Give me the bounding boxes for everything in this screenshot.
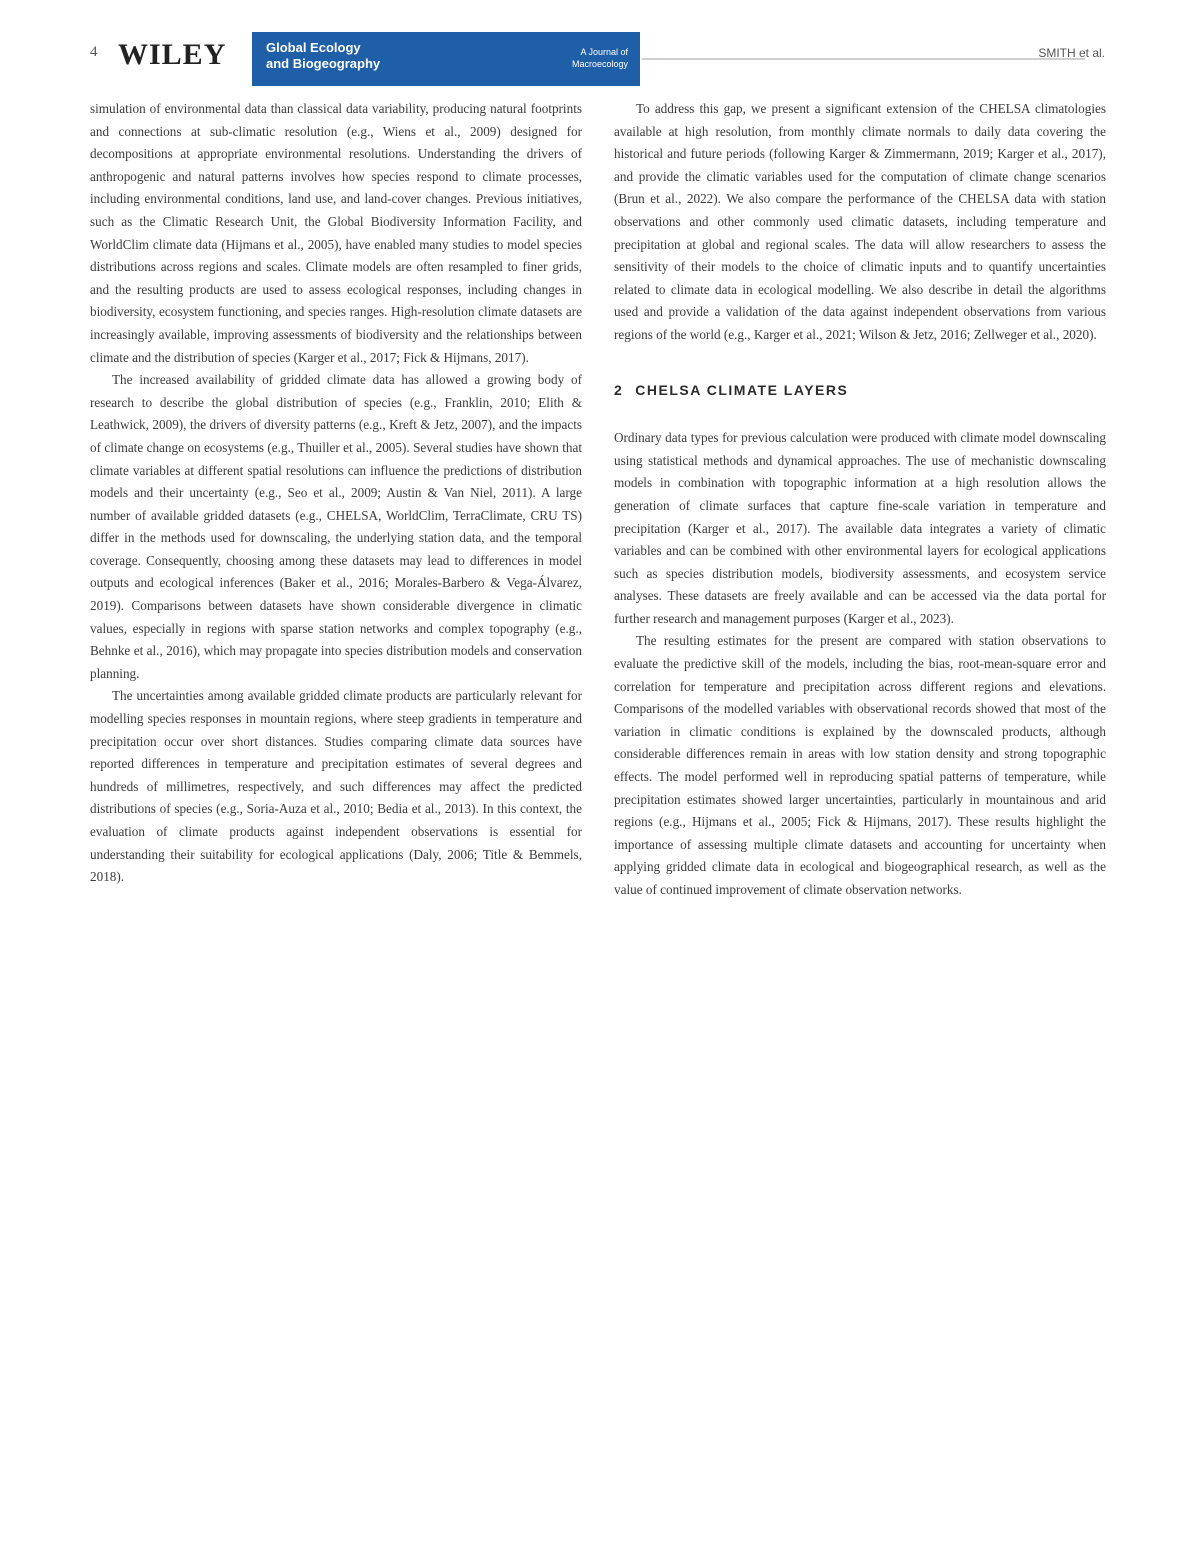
page-number: 4: [90, 44, 98, 60]
journal-title-line1: Global Ecology: [266, 40, 361, 55]
paragraph: The resulting estimates for the present are compared with station observations to evaluate the predictive skill of the models, including the bias, root-mean-square error and correlation for temperature and precipitation across different regions and elevations. Comparisons of the modelled variables with observational records showed that most of the variation in climatic conditions is explained by the downscaled products, although considerable differences remain in areas with low station density and strong topographic effects. The model performed well in reproducing spatial patterns of temperature, while precipitation estimates showed larger uncertainties, particularly in mountainous and arid regions (e.g., Hijmans et al., 2005; Fick & Hijmans, 2017). These results highlight the importance of assessing multiple climate datasets and accounting for uncertainty when applying gridded climate data in ecological and biogeographical research, as well as the value of continued improvement of climate observation networks.: [614, 633, 1106, 897]
left-column: [90, 98, 582, 889]
paragraph: simulation of environmental data than classical data variability, producing natural footprints and connections at sub-climatic resolution (e.g., Wiens et al., 2009) designed for decompositions at appropriate environmental resolutions. Understanding the drivers of anthropogenic and natural patterns involves how species respond to climate processes, including environmental conditions, land use, and land-cover changes. Previous initiatives, such as the Climatic Research Unit, the Global Biodiversity Information Facility, and WorldClim climate data (Hijmans et al., 2005), have enabled many studies to model species distributions across regions and scales. Climate models are often resampled to finer grids, and the resulting products are used to assess ecological responses, including changes in biodiversity, ecosystem functioning, and species ranges. High-resolution climate datasets are increasingly available, improving assessments of biodiversity and the relationships between climate and the distribution of species (Karger et al., 2017; Fick & Hijmans, 2017).: [90, 101, 582, 365]
section-number: 2: [614, 381, 624, 398]
paragraph: To address this gap, we present a significant extension of the CHELSA climatologies available at high resolution, from monthly climate normals to daily data covering the historical and future periods (following Karger & Zimmermann, 2019; Karger et al., 2017), and provide the climatic variables used for the computation of climate change scenarios (Brun et al., 2022). We also compare the performance of the CHELSA data with station observations and other commonly used climatic datasets, including temperature and precipitation at global and regional scales. The data will allow researchers to assess the sensitivity of their models to the choice of climatic inputs and to quantify uncertainties related to climate data in ecological modelling. We also describe in detail the algorithms used and provide a validation of the data against independent observations from various regions of the world (e.g., Karger et al., 2021; Wilson & Jetz, 2016; Zellweger et al., 2020).: [614, 101, 1106, 342]
section-title: CHELSA CLIMATE LAYERS: [635, 381, 849, 398]
journal-title-line2: and Biogeography: [266, 56, 381, 71]
journal-subtitle-line2: Macroecology: [571, 59, 628, 69]
header-rule: [642, 58, 1085, 60]
journal-title: [266, 40, 380, 72]
paragraph: Ordinary data types for previous calculation were produced with climate model downscaling using statistical methods and dynamical approaches. The use of mechanistic downscaling models in combination with topographic information at a high resolution allows the generation of climate surfaces that capture fine-scale variation in temperature and precipitation (Karger et al., 2017). The available data integrates a variety of climatic variables and can be combined with other environmental layers for ecological applications such as species distribution models, biodiversity assessments, and ecosystem service analyses. These datasets are freely available and can be accessed via the data portal for further research and management purposes (Karger et al., 2023).: [614, 430, 1106, 626]
publisher-logo: WILEY: [118, 38, 227, 71]
section-heading: [614, 379, 1106, 402]
journal-banner: [252, 32, 640, 86]
running-authors: SMITH et al.: [1038, 46, 1105, 60]
page-header: [90, 30, 1105, 90]
journal-subtitle: [572, 46, 628, 70]
journal-subtitle-line1: A Journal of: [580, 47, 628, 57]
paragraph: The uncertainties among available gridded climate products are particularly relevant for modelling species responses in mountain regions, where steep gradients in temperature and precipitation occur over short distances. Studies comparing climate data sources have reported differences in temperature and precipitation estimates of several degrees and hundreds of millimetres, respectively, and such differences may affect the predicted distributions of species (e.g., Soria-Auza et al., 2010; Bedia et al., 2013). In this context, the evaluation of climate products against independent observations is essential for understanding their suitability for ecological applications (Daly, 2006; Title & Bemmels, 2018).: [90, 688, 582, 885]
paragraph: The increased availability of gridded climate data has allowed a growing body of research to describe the global distribution of species (e.g., Franklin, 2010; Elith & Leathwick, 2009), the drivers of diversity patterns (e.g., Kreft & Jetz, 2007), and the impacts of climate change on ecosystems (e.g., Thuiller et al., 2005). Several studies have shown that climate variables at different spatial resolutions can influence the predictions of distribution models and their uncertainty (e.g., Seo et al., 2009; Austin & Van Niel, 2011). A large number of available gridded datasets (e.g., CHELSA, WorldClim, TerraClimate, CRU TS) differ in the methods used for downscaling, the underlying station data, and the temporal coverage. Consequently, choosing among these datasets may lead to differences in model outputs and ecological inferences (Baker et al., 2016; Morales-Barbero & Vega-Álvarez, 2019). Comparisons between datasets have shown considerable divergence in climatic values, especially in regions with sparse station networks and complex topography (e.g., Behnke et al., 2016), which may propagate into species distribution models and conservation planning.: [90, 372, 582, 681]
right-column: [614, 98, 1106, 902]
